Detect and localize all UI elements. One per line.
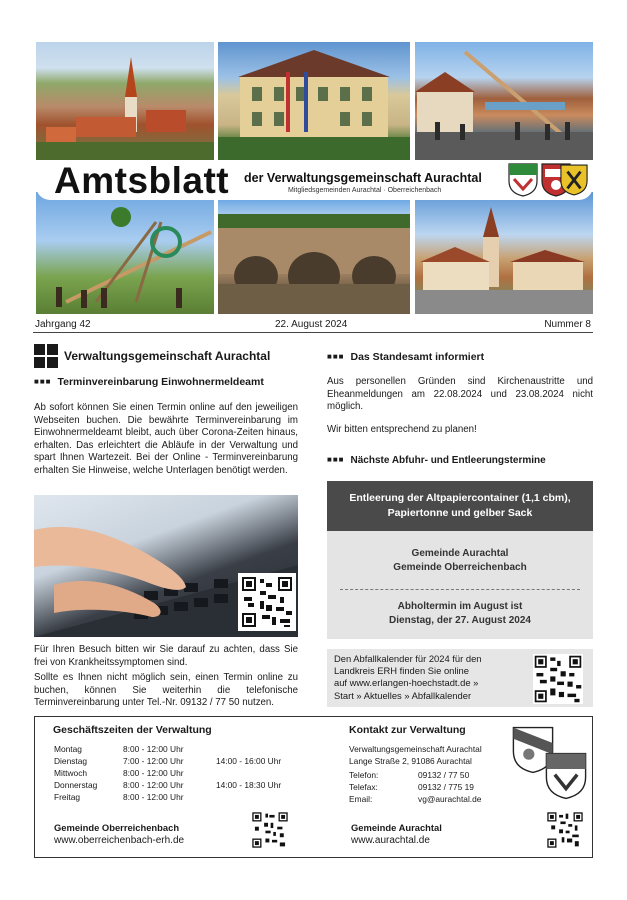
- article-text-2: Für Ihren Besuch bitten wir Sie darauf zu achten, dass Sie frei von Krankheitssymptomen sind.: [34, 644, 298, 668]
- town-left-url[interactable]: www.oberreichenbach-erh.de: [54, 835, 185, 846]
- issue-volume: Jahrgang 42: [35, 319, 91, 330]
- qr-code-aurachtal-icon: [546, 811, 584, 849]
- standesamt-text: Aus personellen Gründen sind Kirchenaustritte und Eheanmeldungen am 22.08.2024 und 23.08.2024 nicht möglich.: [327, 376, 593, 413]
- hours-days: Montag Dienstag Mittwoch Donnerstag Freitag: [54, 744, 98, 802]
- crest-aurachtal-icon: [508, 163, 538, 197]
- photo-town-hall: [218, 42, 410, 160]
- crest-aurachtal-footer-icon: [545, 752, 587, 800]
- qr-code-termin-icon: [238, 573, 296, 631]
- abfuhr-towns: Gemeinde Aurachtal Gemeinde Oberreichenbach: [393, 548, 527, 573]
- hours-afternoon: 14:00 - 16:00 Uhr 14:00 - 18:30 Uhr: [216, 756, 282, 790]
- photo-laptop-typing: [34, 495, 298, 637]
- standesamt-note: Wir bitten entsprechend zu planen!: [327, 424, 477, 435]
- contact-address-block: Verwaltungsgemeinschaft Aurachtal Lange Straße 2, 91086 Aurachtal: [349, 744, 482, 766]
- photo-maypole-raising: [36, 192, 214, 314]
- abfuhr-divider: [340, 589, 580, 590]
- section-title: Verwaltungsgemeinschaft Aurachtal: [64, 349, 271, 363]
- standesamt-heading: ■■■ Das Standesamt informiert: [327, 351, 485, 363]
- photo-village-church: [36, 42, 214, 160]
- bullet-squares-icon: ■■■: [327, 455, 345, 464]
- town-right-name: Gemeinde Aurachtal: [351, 822, 442, 833]
- qr-code-oberreichenbach-icon: [251, 811, 289, 849]
- article-heading-termin: ■■■ Terminvereinbarung Einwohnermeldeamt: [34, 376, 264, 388]
- contact-labels: Telefon: Telefax: Email:: [349, 770, 379, 804]
- photo-maypole-festival: [415, 42, 593, 160]
- contact-title: Kontakt zur Verwaltung: [349, 724, 466, 736]
- section-header-vg: [34, 344, 270, 368]
- bullet-squares-icon: ■■■: [34, 377, 52, 386]
- article-text-3: Sollte es Ihnen nicht möglich sein, einen Termin online zu buchen, können Sie weiterhin die telefonische Terminvereinbarung unter Tel.-Nr. 09132 / 77 50 nutzen.: [34, 672, 298, 709]
- masthead-subtitle: der Verwaltungsgemeinschaft Aurachtal: [244, 171, 482, 185]
- town-left-name: Gemeinde Oberreichenbach: [54, 822, 180, 833]
- abfuhr-date: Abholtermin im August ist Dienstag, der 27. August 2024: [389, 601, 531, 626]
- issue-number: Nummer 8: [544, 319, 591, 330]
- photo-village-church-2: [415, 192, 593, 314]
- issue-info-line: [33, 319, 593, 333]
- squares-icon: [34, 344, 58, 368]
- issue-date: 22. August 2024: [275, 319, 348, 330]
- qr-code-abfall-icon: [533, 654, 583, 704]
- masthead-members: Mitgliedsgemeinden Aurachtal · Oberreichenbach: [288, 187, 442, 194]
- abfuhr-heading: ■■■ Nächste Abfuhr- und Entleerungstermine: [327, 455, 546, 466]
- article-text-1: Ab sofort können Sie einen Termin online auf den jeweiligen Webseiten buchen. Die bewährte Terminvereinbarung im Einwohnermeldeamt bleibt, auch über Corona-Zeiten hinaus, erhalten. Das erleichtert die Abläufe in der Verwaltung und spart Ihnen Wartezeit. Bei der Online - Terminvereinbarung erhalten Sie Hinweise, welche Unterlagen benötigt werden.: [34, 402, 298, 476]
- abfallkalender-text: Den Abfallkalender für 2024 für den Landkreis ERH finden Sie online auf www.erlangen-hoechstadt.de » Start » Aktuelles » Abfallkalender: [334, 653, 482, 701]
- contact-email[interactable]: vg@aurachtal.de: [418, 794, 482, 804]
- photo-stone-bridge: [218, 200, 410, 314]
- masthead-title: Amtsblatt: [54, 160, 230, 201]
- hours-morning: 8:00 - 12:00 Uhr 7:00 - 12:00 Uhr 8:00 - 12:00 Uhr 8:00 - 12:00 Uhr 8:00 - 12:00 Uhr: [123, 744, 184, 802]
- hours-title: Geschäftszeiten der Verwaltung: [53, 724, 212, 736]
- abfuhr-box-header: Entleerung der Altpapiercontainer (1,1 cbm), Papiertonne und gelber Sack: [327, 481, 593, 531]
- bullet-squares-icon: ■■■: [327, 352, 345, 361]
- town-right-url[interactable]: www.aurachtal.de: [351, 835, 430, 846]
- contact-values: 09132 / 77 50 09132 / 775 19 vg@aurachtal.de: [418, 770, 482, 804]
- crest-vg-icon: [560, 163, 588, 197]
